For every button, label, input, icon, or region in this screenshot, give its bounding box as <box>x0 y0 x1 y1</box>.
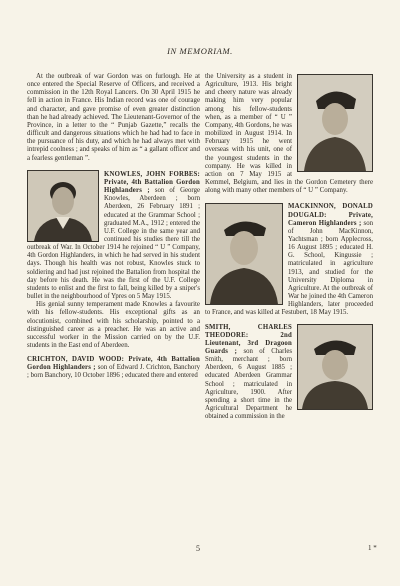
smith-heading: SMITH, CHARLES THEODORE: 2nd Lieutenant, 3rd Dragoon Guards ; <box>205 323 292 355</box>
crichton-text: son of Edward J. Crichton, Banchory ; born Banchory, 10 October 1896 ; educated there and entered <box>27 364 200 380</box>
gordon-paragraph: At the outbreak of war Gordon was on furlough. He at once entered the Special Reserve of Officers, and received a commission in the 12th Royal Lancers. On 30 April 1915 he fell in action in France. His Indian record was one of courage and character, and gave promise of even greater distinction than he had already achieved. The Lieutenant-Governor of the Province, in a letter to the “ Punjab Gazette,” recalls the difficult and dangerous situations which he had had to face in the pursuance of his duty, and which he had always met with intrepid coolness ; and speaks of him as “ a gallant officer and a fearless gentleman ”. <box>27 73 200 162</box>
knowles-paragraph-2: His genial sunny temperament made Knowles a favourite with his fellow-students. His exceptional gifts as an elocutionist, combined with his scholarship, pointed to a distinguished career as a preacher. He was an active and successful worker in the Mission carried on by the U.F. students in the East end of Aberdeen. <box>27 301 200 349</box>
crichton-heading: CRICHTON, DAVID WOOD: Private, 4th Battalion Gordon Highlanders ; <box>27 356 200 372</box>
knowles-heading: KNOWLES, JOHN FORBES: Private, 4th Battalion Gordon Highlanders ; <box>104 170 200 195</box>
page-number: 5 <box>196 544 200 553</box>
knowles-text: son of George Knowles, Aberdeen ; born Aberdeen, 26 February 1891 ; educated at the Grammar School ; graduated M.A., 1912 ; entered the U.F. College in the same year and continued his studies there till the outbreak of War. In October 1914 he rejoined “ U ” Company, 4th Gordon Highlanders, in which he had served in his student days. Though his health was not robust, Knowles stuck to soldiering and had just rejoined the Battalion from hospital the day before his death. He was the first of the U.F. College students to enlist and the first to fall, being killed by a sniper's bullet in the neighbourhood of Ypres on 5 May 1915. <box>27 187 200 301</box>
smith-portrait <box>297 324 373 410</box>
crichton-continuation: the University as a student in Agriculture, 1913. His bright and cheery nature was already making him very popular among his fellow-students when, as a member of “ U ” Company, 4th Gordons, he was mobilized in August 1914. In February 1915 he went overseas with his unit, one of the youngest students in the company. He was killed in action on 7 May 1915 at Kemmel, Belgium, and lies in the Gordon Cemetery there along with many other members of “ U ” Company. <box>205 73 373 195</box>
mackinnon-portrait <box>205 203 283 305</box>
left-column <box>27 73 200 381</box>
knowles-portrait <box>27 170 99 242</box>
signature-mark: 1 * <box>368 544 377 552</box>
portrait-graphic <box>206 204 282 304</box>
crichton-portrait <box>297 74 373 172</box>
right-column <box>205 73 373 421</box>
crichton-entry <box>27 356 200 380</box>
mackinnon-heading: MACKINNON, DONALD DOUGALD: Private, Cameron Highlanders ; <box>288 203 373 227</box>
page-header: IN MEMORIAM. <box>167 46 233 56</box>
portrait-graphic <box>298 325 372 409</box>
smith-text: son of Charles Smith, merchant ; born Aberdeen, 6 August 1885 ; educated Aberdeen Grammar School ; matriculated in Agriculture, 1900. After spending a short time in the Agricultural Department he obtained a commission in the <box>205 348 292 421</box>
portrait-graphic <box>298 75 372 171</box>
mackinnon-text: son of John MacKinnon, Yachtsman ; born Applecross, 16 August 1895 ; educated H. G. School, Kingussie ; matriculated in agriculture 1913, and studied for the University Diploma in Agriculture. At the outbreak of War he joined the 4th Cameron Highlanders, later proceeded to France, and was killed at Festubert, 18 May 1915. <box>205 219 373 317</box>
portrait-graphic <box>28 171 98 241</box>
